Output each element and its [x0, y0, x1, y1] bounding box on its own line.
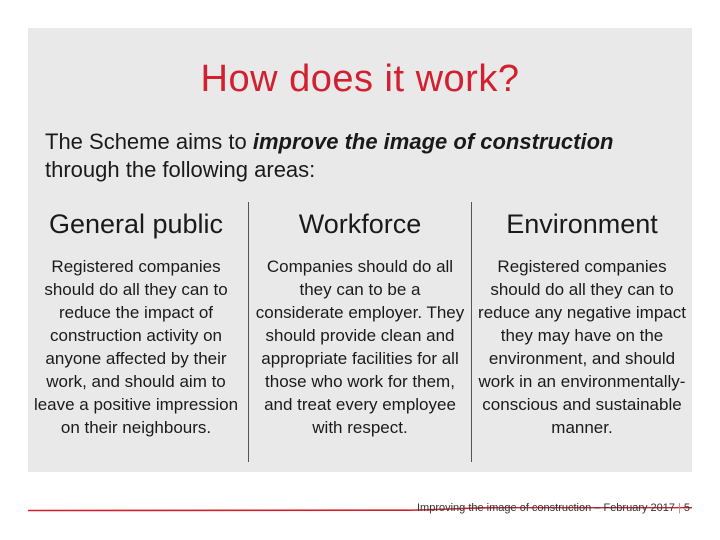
footer [417, 502, 690, 514]
column-workforce [254, 205, 466, 439]
column-heading: General public [48, 209, 224, 239]
column-body: Companies should do all they can to be a considerate employer. They should provide clean and appropriate facilities for all those who work for them, and treat every employee with respect. [255, 257, 465, 437]
intro-text-emphasis: improve the image of construction [252, 129, 614, 154]
column-divider [248, 202, 249, 462]
intro-text-end: through the following areas: [45, 157, 316, 182]
footer-separator: | [678, 502, 681, 514]
column-body: Registered companies should do all they can to reduce any negative impact they may have on the environment, and should work in an environmentally-conscious and sustainable manner. [478, 257, 686, 437]
intro-text [45, 128, 685, 184]
page-number: 5 [683, 502, 690, 514]
column-heading: Workforce [298, 209, 422, 239]
column-environment [476, 205, 688, 439]
column-body: Registered companies should do all they can to reduce the impact of construction activity on anyone affected by their work, and should aim to leave a positive impression on their neighbours. [33, 257, 239, 437]
column-heading: Environment [506, 209, 658, 239]
slide-title: How does it work? [200, 58, 520, 100]
column-divider [471, 202, 472, 462]
footer-title: Improving the image of construction – February 2017 [416, 502, 676, 514]
intro-text-start: The Scheme aims to [45, 129, 253, 154]
column-general-public [30, 205, 242, 439]
